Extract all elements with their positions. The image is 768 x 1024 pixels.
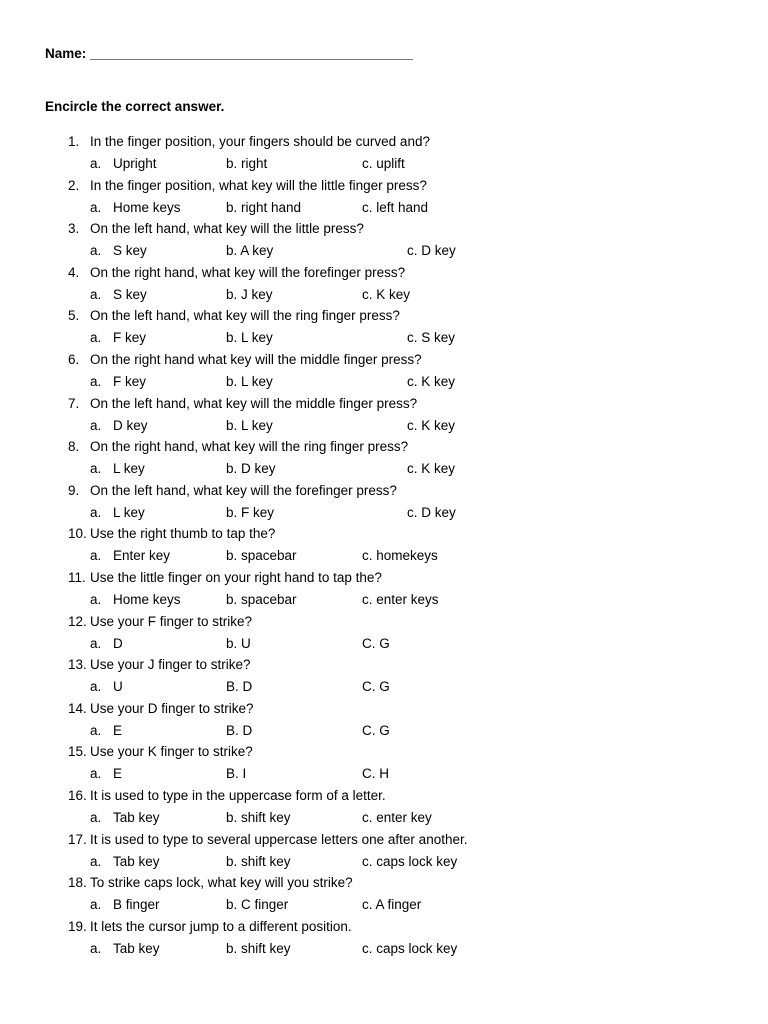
question-number: 4. <box>68 264 80 280</box>
question-text: Use your D finger to strike? <box>90 700 254 716</box>
question-text: On the right hand, what key will the forefinger press? <box>90 264 406 280</box>
option-c[interactable]: C. H <box>362 766 389 782</box>
question-number: 1. <box>68 134 80 149</box>
option-c[interactable]: c. K key <box>407 417 456 433</box>
question-number: 19. <box>68 918 87 934</box>
question-2 <box>68 178 427 193</box>
question-3 <box>68 221 364 236</box>
option-a-label: a. <box>90 461 102 477</box>
option-a-label: a. <box>90 374 102 389</box>
question-18 <box>68 875 353 890</box>
question-number: 15. <box>68 744 87 760</box>
question-number: 8. <box>68 439 80 455</box>
option-b[interactable]: b. U <box>226 635 251 651</box>
option-a-label: a. <box>90 286 102 302</box>
option-b[interactable]: b. D key <box>226 461 276 477</box>
question-19 <box>68 919 352 934</box>
option-b[interactable]: B. D <box>226 679 253 695</box>
option-a[interactable]: Tab key <box>113 940 160 956</box>
option-a[interactable]: S key <box>113 243 147 259</box>
option-a-label: a. <box>90 679 102 695</box>
option-a[interactable]: L key <box>113 461 145 477</box>
option-b[interactable]: b. shift key <box>226 853 291 869</box>
question-text: On the right hand, what key will the ring finger press? <box>90 439 409 455</box>
question-13 <box>68 657 251 672</box>
option-a[interactable]: Home keys <box>113 199 181 215</box>
question-number: 12. <box>68 613 87 629</box>
option-c[interactable]: c. caps lock key <box>362 853 458 869</box>
question-7 <box>68 396 417 411</box>
question-15 <box>68 744 253 759</box>
option-c[interactable]: c. enter keys <box>362 592 439 607</box>
question-text: In the finger position, your fingers should be curved and? <box>90 134 430 149</box>
option-b[interactable]: b. J key <box>226 286 273 302</box>
question-text: Use the little finger on your right hand to tap the? <box>90 570 382 585</box>
question-16 <box>68 788 386 803</box>
question-text: Use the right thumb to tap the? <box>90 526 276 542</box>
option-a-label: a. <box>90 810 102 825</box>
option-b[interactable]: b. F key <box>226 504 275 520</box>
option-c[interactable]: c. caps lock key <box>362 940 458 956</box>
option-a-label: a. <box>90 330 102 346</box>
option-b[interactable]: b. shift key <box>226 940 291 956</box>
option-a[interactable]: S key <box>113 286 147 302</box>
question-text: On the left hand, what key will the little press? <box>90 221 364 237</box>
option-a[interactable]: U <box>113 679 123 695</box>
question-6 <box>68 352 422 367</box>
option-b[interactable]: b. right hand <box>226 199 302 215</box>
question-4 <box>68 265 405 280</box>
option-a-label: a. <box>90 504 102 520</box>
question-12 <box>68 614 252 629</box>
question-text: Use your F finger to strike? <box>90 613 253 629</box>
option-c[interactable]: C. G <box>362 635 390 651</box>
question-8 <box>68 439 408 454</box>
option-a[interactable]: E <box>113 766 123 782</box>
question-number: 6. <box>68 352 80 367</box>
question-text: On the right hand what key will the middle finger press? <box>90 352 422 367</box>
option-a-label: a. <box>90 722 102 738</box>
option-c[interactable]: c. uplift <box>362 156 405 171</box>
question-number: 11. <box>68 570 86 585</box>
option-c[interactable]: c. enter key <box>362 810 432 825</box>
question-number: 3. <box>68 221 80 237</box>
question-text: On the left hand, what key will the middle finger press? <box>90 395 418 411</box>
question-text: Use your K finger to strike? <box>90 744 253 760</box>
question-14 <box>68 701 254 716</box>
question-text: In the finger position, what key will the little finger press? <box>90 177 427 193</box>
option-b[interactable]: b. spacebar <box>226 548 297 564</box>
question-5 <box>68 308 400 323</box>
question-text: On the left hand, what key will the forefinger press? <box>90 482 397 498</box>
question-text: It is used to type to several uppercase letters one after another. <box>90 831 468 847</box>
option-a[interactable]: D <box>113 635 123 651</box>
option-a-label: a. <box>90 766 102 782</box>
question-number: 2. <box>68 177 80 193</box>
question-text: It lets the cursor jump to a different position. <box>90 918 352 934</box>
option-a[interactable]: F key <box>113 374 147 389</box>
option-a[interactable]: L key <box>113 504 145 520</box>
option-a[interactable]: D key <box>113 417 148 433</box>
option-c[interactable]: c. K key <box>362 286 411 302</box>
question-number: 9. <box>68 482 80 498</box>
question-10 <box>68 526 275 541</box>
option-b[interactable]: b. spacebar <box>226 592 297 607</box>
option-b[interactable]: b. L key <box>226 374 273 389</box>
option-a-label: a. <box>90 940 102 956</box>
option-b[interactable]: b. A key <box>226 243 274 259</box>
option-c[interactable]: c. left hand <box>362 199 429 215</box>
question-number: 16. <box>68 788 87 803</box>
option-c[interactable]: c. S key <box>407 330 456 346</box>
option-c[interactable]: c. D key <box>407 504 456 520</box>
question-9 <box>68 483 397 498</box>
question-text: To strike caps lock, what key will you strike? <box>90 875 353 891</box>
question-number: 14. <box>68 700 87 716</box>
option-a-label: a. <box>90 592 102 607</box>
question-number: 17. <box>68 831 87 847</box>
option-a-label: a. <box>90 156 102 171</box>
question-11 <box>68 570 382 585</box>
option-a[interactable]: Home keys <box>113 592 181 607</box>
option-c[interactable]: c. K key <box>407 461 456 477</box>
option-a[interactable]: Upright <box>113 156 157 171</box>
option-a-label: a. <box>90 548 102 564</box>
option-a[interactable]: E <box>113 722 123 738</box>
question-number: 18. <box>68 875 87 891</box>
option-a-label: a. <box>90 417 102 433</box>
option-a-label: a. <box>90 853 102 869</box>
question-text: Use your J finger to strike? <box>90 657 251 673</box>
option-a[interactable]: B finger <box>113 897 160 913</box>
option-a[interactable]: Tab key <box>113 810 160 825</box>
option-a[interactable]: Enter key <box>113 548 171 564</box>
question-number: 13. <box>68 657 87 673</box>
option-b[interactable]: B. I <box>226 766 247 782</box>
question-text: It is used to type in the uppercase form of a letter. <box>90 788 386 803</box>
question-number: 10. <box>68 526 87 542</box>
option-b[interactable]: b. right <box>226 156 268 171</box>
option-b[interactable]: b. L key <box>226 330 273 346</box>
option-c[interactable]: c. homekeys <box>362 548 438 564</box>
option-a[interactable]: Tab key <box>113 853 160 869</box>
question-17 <box>68 832 467 847</box>
option-c[interactable]: c. K key <box>407 374 456 389</box>
option-a[interactable]: F key <box>113 330 147 346</box>
question-number: 5. <box>68 308 80 324</box>
instructions-heading: Encircle the correct answer. <box>45 99 225 114</box>
option-b[interactable]: B. D <box>226 722 253 738</box>
option-b[interactable]: b. shift key <box>226 810 291 825</box>
option-a-label: a. <box>90 897 102 913</box>
option-a-label: a. <box>90 635 102 651</box>
option-a-label: a. <box>90 199 102 215</box>
question-text: On the left hand, what key will the ring finger press? <box>90 308 400 324</box>
name-field-line: Name: ___________________________________________ <box>45 46 413 61</box>
question-number: 7. <box>68 395 80 411</box>
option-c[interactable]: c. A finger <box>362 897 422 913</box>
option-b[interactable]: b. C finger <box>226 897 289 913</box>
option-c[interactable]: c. D key <box>407 243 456 259</box>
option-c[interactable]: C. G <box>362 722 390 738</box>
option-a-label: a. <box>90 243 102 259</box>
question-1 <box>68 134 430 149</box>
option-b[interactable]: b. L key <box>226 417 273 433</box>
option-c[interactable]: C. G <box>362 679 390 695</box>
